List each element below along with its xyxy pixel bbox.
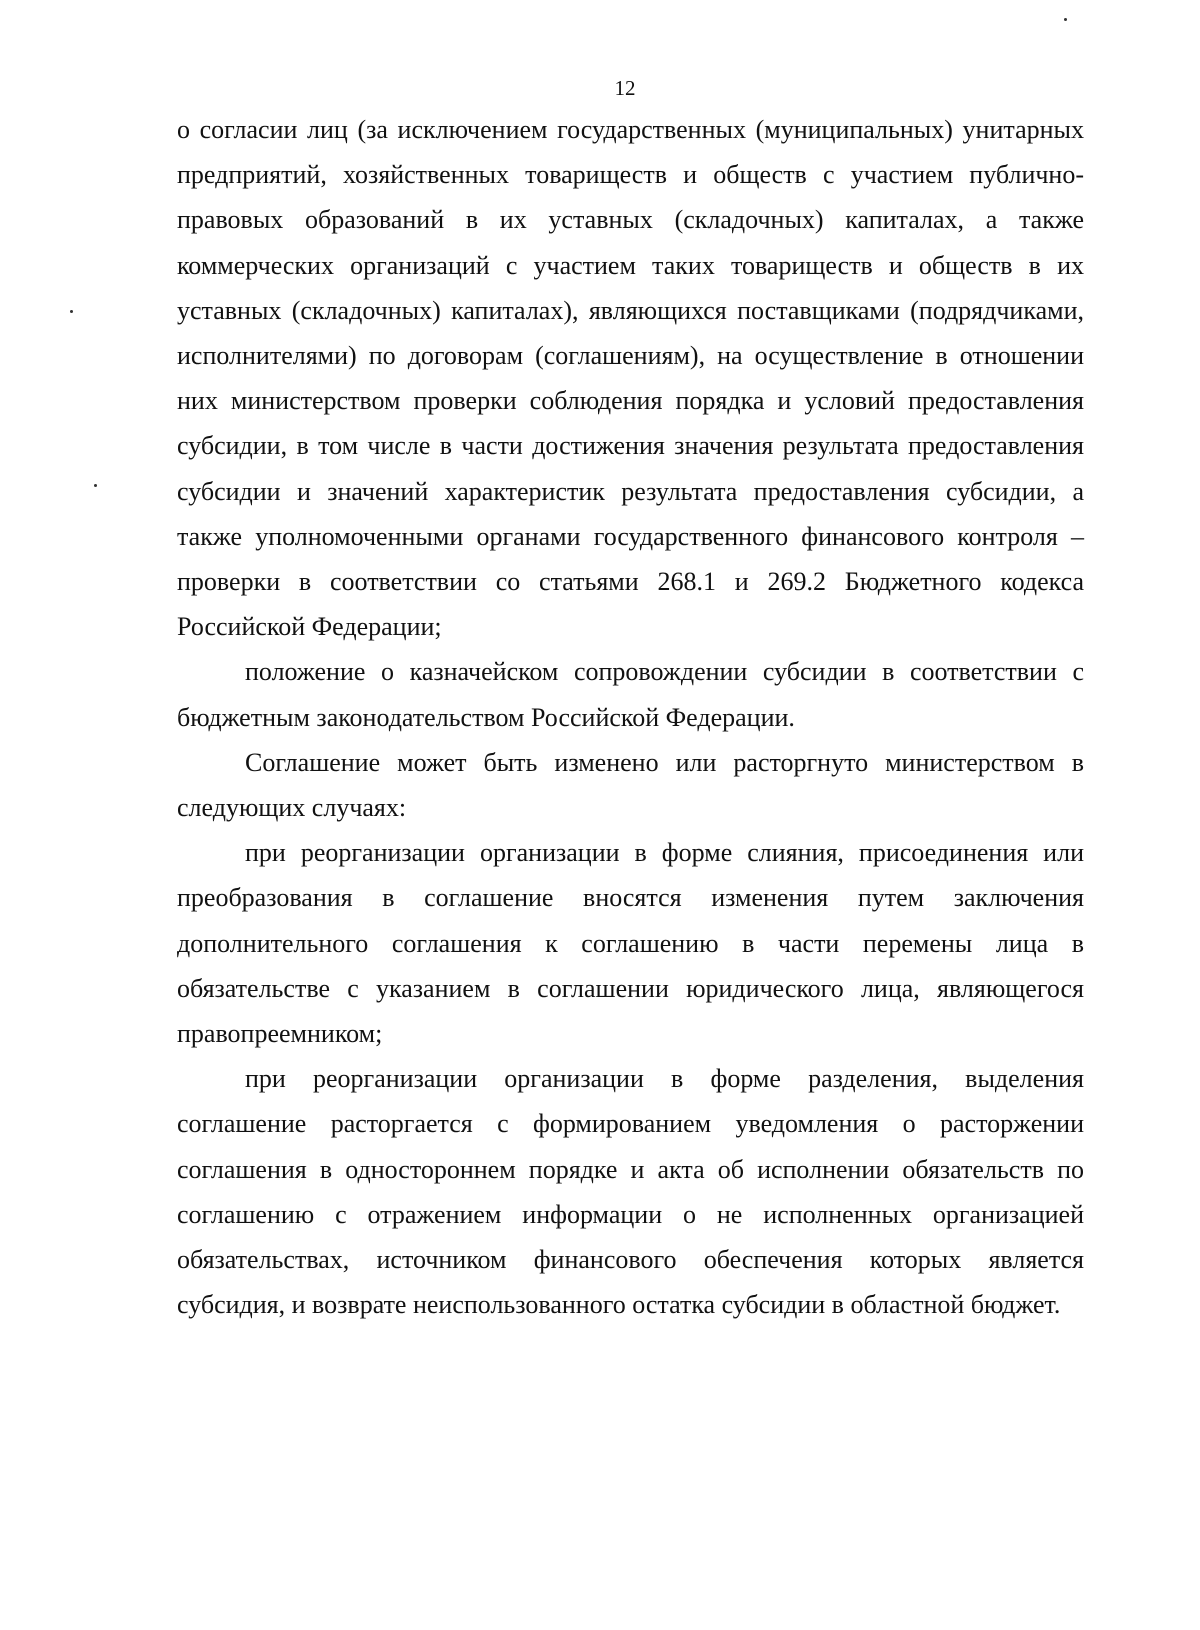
document-body	[177, 107, 1084, 1327]
scan-speck	[94, 484, 97, 487]
paragraph-consent-inspections: о согласии лиц (за исключением государственных (муниципальных) унитарных предприятий, хозяйственных товариществ и обществ с участием публично-правовых образований в их уставных (складочных) капиталах, а также коммерческих организаций с участием таких товариществ и обществ в их уставных (складочных) капиталах), являющихся поставщиками (подрядчиками, исполнителями) по договорам (соглашениям), на осуществление в отношении них министерством проверки соблюдения порядка и условий предоставления субсидии, в том числе в части достижения значения результата предоставления субсидии и значений характеристик результата предоставления субсидии, а также уполномоченными органами государственного финансового контроля – проверки в соответствии со статьями 268.1 и 269.2 Бюджетного кодекса Российской Федерации;	[177, 115, 1084, 642]
page-number: 12	[614, 76, 636, 100]
paragraph-reorganization-division: при реорганизации организации в форме разделения, выделения соглашение расторгается с формированием уведомления о расторжении соглашения в одностороннем порядке и акта об исполнении обязательств по соглашению с отражением информации о не исполненных организацией обязательствах, источником финансового обеспечения которых является субсидия, и возврате неиспользованного остатка субсидии в областной бюджет.	[177, 1064, 1084, 1320]
paragraph-reorganization-merger: при реорганизации организации в форме слияния, присоединения или преобразования в соглашение вносятся изменения путем заключения дополнительного соглашения к соглашению в части перемены лица в обязательстве с указанием в соглашении юридического лица, являющегося правопреемником;	[177, 838, 1084, 1049]
scan-speck	[1064, 18, 1067, 21]
scan-speck	[70, 310, 73, 313]
paragraph-treasury-support: положение о казначейском сопровождении субсидии в соответствии с бюджетным законодательством Российской Федерации.	[177, 657, 1084, 732]
paragraph-agreement-changes: Соглашение может быть изменено или расторгнуто министерством в следующих случаях:	[177, 747, 1084, 823]
